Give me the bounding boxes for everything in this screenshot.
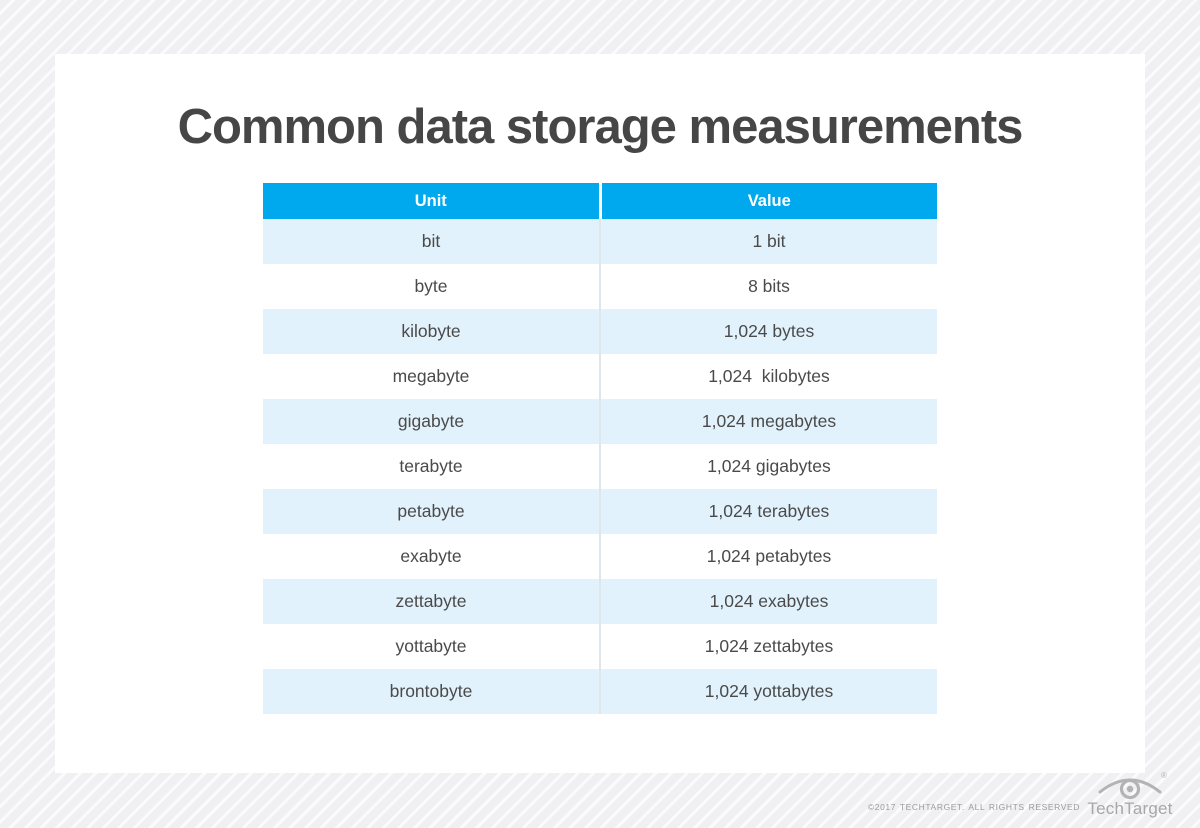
table-row	[263, 624, 937, 669]
svg-text:®: ®	[1161, 771, 1167, 780]
copyright-text: ©2017 TECHTARGET. ALL RIGHTS RESERVED	[867, 802, 1080, 812]
table-row	[263, 309, 937, 354]
brand-name: TechTarget	[1087, 799, 1173, 818]
unit-cell: gigabyte	[397, 411, 465, 431]
unit-cell: megabyte	[392, 366, 470, 386]
unit-cell: kilobyte	[401, 321, 461, 341]
table-row	[263, 399, 937, 444]
value-cell: 1,024 zettabytes	[599, 624, 937, 669]
unit-cell: yottabyte	[395, 636, 467, 656]
table-row	[263, 669, 937, 714]
value-cell: 8 bits	[599, 264, 937, 309]
value-cell: 1,024 bytes	[599, 309, 937, 354]
value-cell: 1,024 gigabytes	[599, 444, 937, 489]
table-row	[263, 264, 937, 309]
value-cell: 1,024 petabytes	[599, 534, 937, 579]
unit-cell: terabyte	[399, 456, 463, 476]
storage-measurements-table	[263, 183, 937, 714]
techtarget-eye-icon	[1090, 770, 1170, 800]
table-row	[263, 489, 937, 534]
footer	[868, 770, 1171, 818]
value-cell: 1,024 kilobytes	[599, 354, 937, 399]
value-cell: 1 bit	[599, 219, 937, 264]
column-header-unit: Unit	[414, 192, 447, 210]
column-header-value: Value	[599, 183, 938, 219]
unit-cell: byte	[414, 276, 448, 296]
unit-cell: exabyte	[400, 546, 462, 566]
unit-cell: bit	[421, 231, 441, 251]
table-row	[263, 444, 937, 489]
content-card	[55, 54, 1145, 773]
value-cell: 1,024 yottabytes	[599, 669, 937, 714]
table-row	[263, 219, 937, 264]
unit-cell: petabyte	[397, 501, 465, 521]
table-header-row	[263, 183, 937, 219]
brand-logo	[1089, 770, 1171, 818]
table-body	[263, 219, 937, 714]
value-cell: 1,024 exabytes	[599, 579, 937, 624]
unit-cell: brontobyte	[389, 681, 473, 701]
table-row	[263, 579, 937, 624]
unit-cell: zettabyte	[395, 591, 467, 611]
value-cell: 1,024 megabytes	[599, 399, 937, 444]
page-title: Common data storage measurements	[177, 100, 1023, 154]
table-row	[263, 534, 937, 579]
table-row	[263, 354, 937, 399]
value-cell: 1,024 terabytes	[599, 489, 937, 534]
